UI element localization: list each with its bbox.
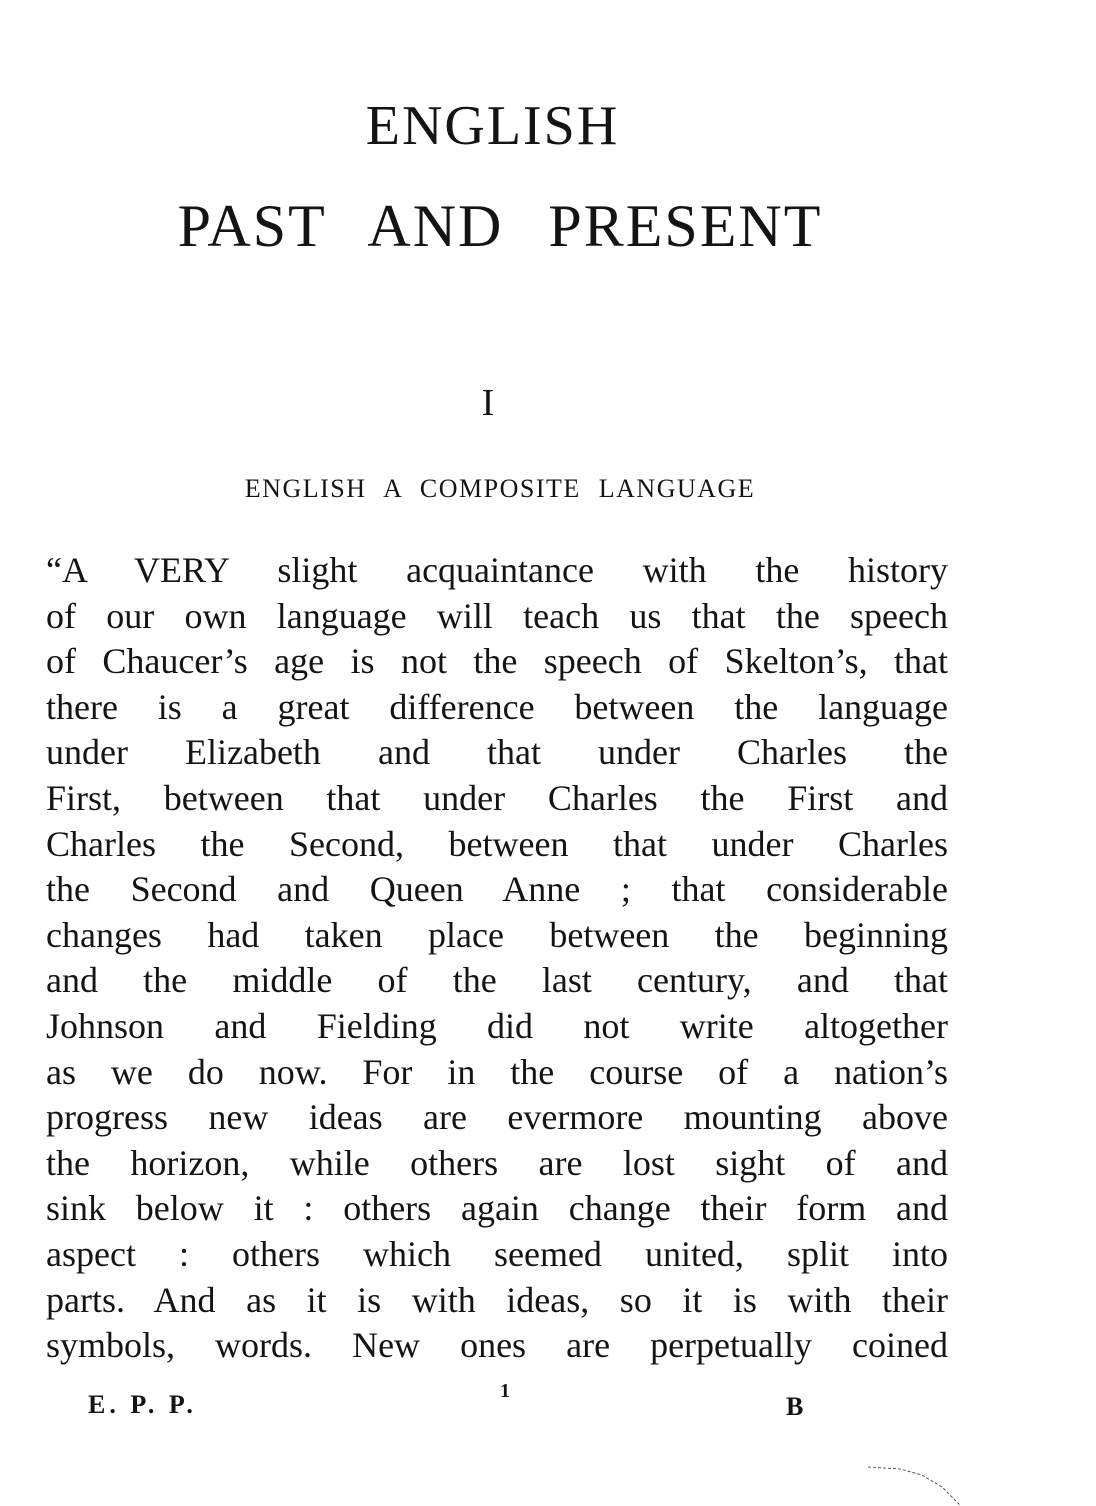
footer-signature: E. P. P. bbox=[88, 1390, 197, 1419]
body-line: as we do now. For in the course of a nation’s bbox=[46, 1051, 948, 1092]
body-line: sink below it : others again change their form and bbox=[46, 1188, 948, 1229]
body-line: progress new ideas are evermore mounting above bbox=[46, 1097, 948, 1138]
chapter-heading: ENGLISH A COMPOSITE LANGUAGE bbox=[244, 474, 756, 503]
body-line: the Second and Queen Anne ; that considerable bbox=[46, 869, 948, 910]
chapter-number: I bbox=[481, 382, 495, 424]
scan-artifact-mark bbox=[860, 1465, 970, 1506]
body-line: there is a great difference between the language bbox=[46, 686, 948, 727]
body-line: Charles the Second, between that under Charles bbox=[46, 823, 948, 864]
body-line: symbols, words. New ones are perpetually coined bbox=[46, 1325, 948, 1366]
body-line: of Chaucer’s age is not the speech of Skelton’s, that bbox=[46, 641, 948, 682]
page-number: 1 bbox=[500, 1380, 510, 1402]
body-line: changes had taken place between the beginning bbox=[46, 914, 948, 955]
body-line: of our own language will teach us that the speech bbox=[46, 595, 948, 636]
body-line: Johnson and Fielding did not write altogether bbox=[46, 1005, 948, 1046]
body-line: aspect : others which seemed united, split into bbox=[46, 1233, 948, 1274]
book-title-line-1: ENGLISH bbox=[365, 95, 620, 157]
body-line: “A VERY slight acquaintance with the history bbox=[46, 550, 948, 590]
body-line: and the middle of the last century, and that bbox=[46, 960, 948, 1001]
body-paragraph bbox=[46, 548, 948, 1369]
body-line: First, between that under Charles the First and bbox=[46, 777, 948, 818]
body-line: the horizon, while others are lost sight of and bbox=[46, 1142, 948, 1183]
body-line: under Elizabeth and that under Charles the bbox=[46, 732, 948, 773]
body-line: parts. And as it is with ideas, so it is with their bbox=[46, 1279, 948, 1320]
book-title-line-2: PAST AND PRESENT bbox=[177, 193, 823, 259]
sheet-letter: B bbox=[786, 1392, 804, 1421]
